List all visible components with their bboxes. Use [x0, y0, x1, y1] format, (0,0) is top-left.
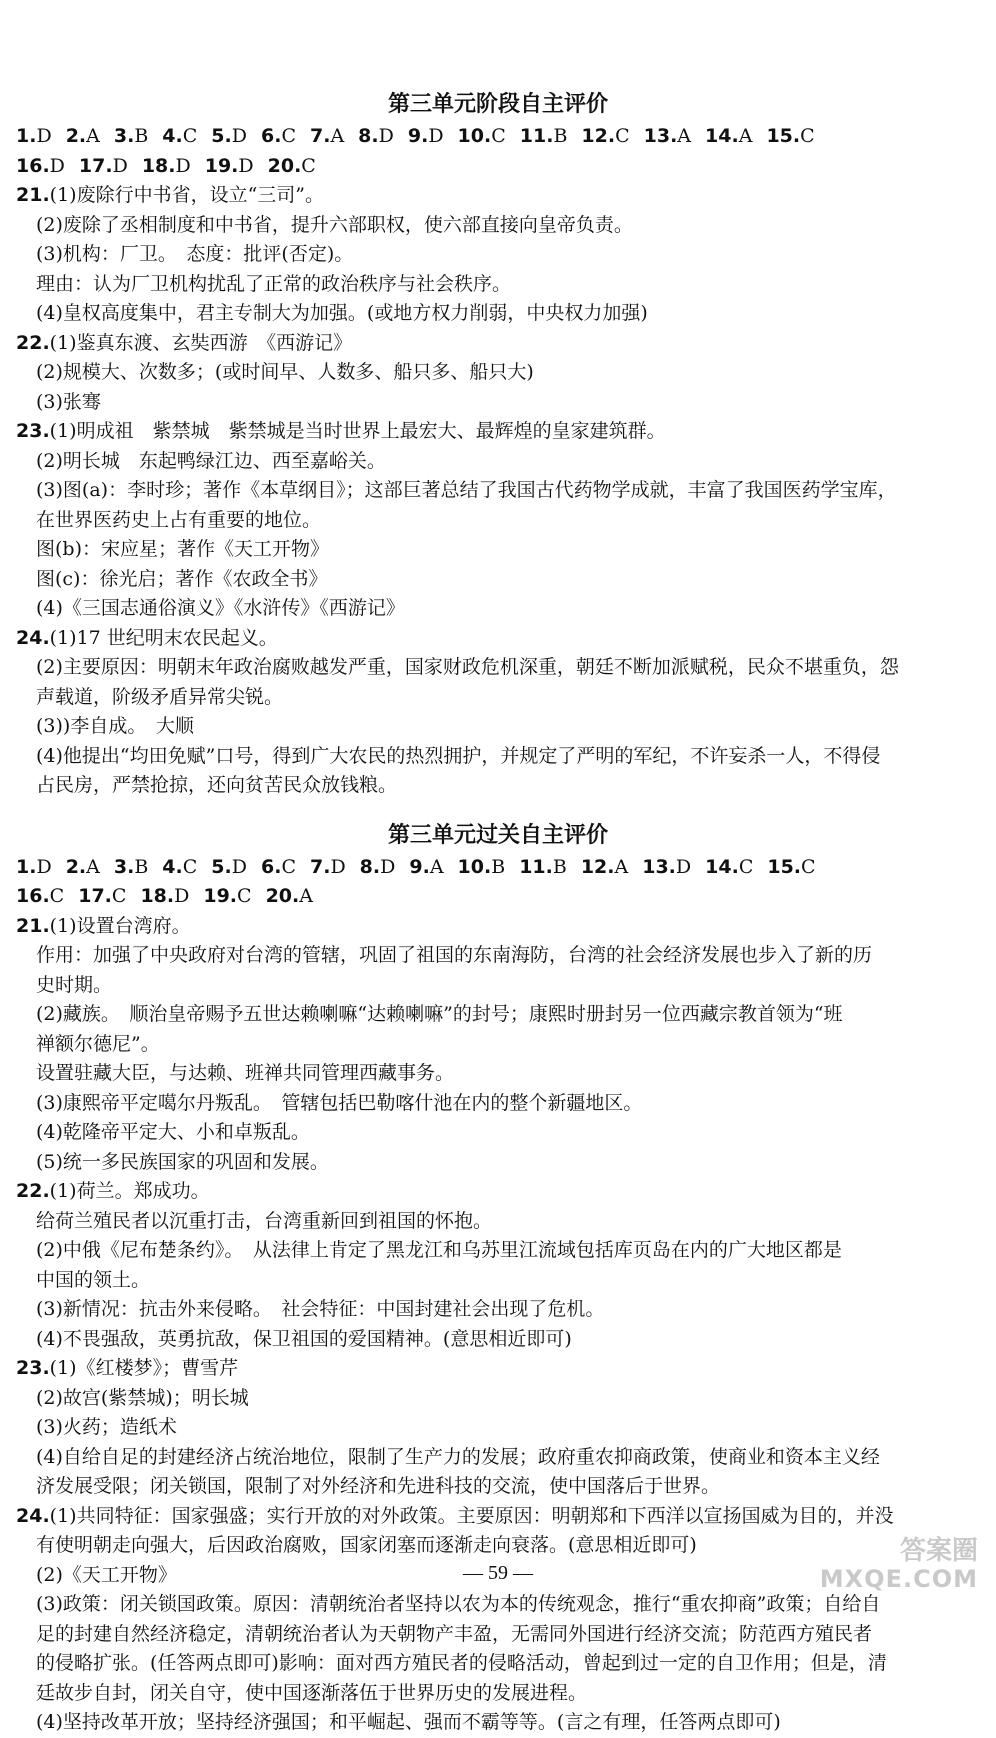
- question-number: 6.: [260, 125, 282, 147]
- answer-letter: D: [36, 125, 52, 147]
- mc-answer: [140, 882, 189, 912]
- mc-answer: [520, 122, 568, 152]
- answer-letter: C: [491, 125, 506, 147]
- answer-line: [0, 417, 996, 447]
- mc-answers-row: [0, 122, 996, 152]
- mc-answer: [409, 853, 443, 883]
- answer-letter: A: [86, 855, 100, 878]
- answer-text: (1)《红楼梦》；曹雪芹: [49, 1357, 239, 1379]
- answer-letter: D: [330, 855, 346, 878]
- answer-line: [0, 624, 996, 654]
- answer-line: [0, 329, 996, 359]
- answer-letter: D: [380, 855, 396, 878]
- answer-text: (2)中俄《尼布楚条约》。 从法律上肯定了黑龙江和乌苏里江流域包括库页岛在内的广大地区都是: [36, 1239, 842, 1261]
- answer-text: 作用：加强了中央政府对台湾的管辖，巩固了祖国的东南海防，台湾的社会经济发展也步入了新的历: [36, 944, 873, 966]
- answer-line: [0, 1118, 996, 1148]
- answer-line: [0, 565, 996, 595]
- answer-text: (3)新情况：抗击外来侵略。 社会特征：中国封建社会出现了危机。: [36, 1298, 605, 1320]
- answer-text: 图(b)：宋应星；著作《天工开物》: [36, 538, 329, 560]
- answer-letter: D: [174, 885, 190, 907]
- answer-letter: C: [182, 855, 198, 878]
- answer-line: [0, 1679, 996, 1709]
- answer-letter: A: [86, 125, 100, 147]
- answer-line: [0, 1354, 996, 1384]
- answer-text: 给荷兰殖民者以沉重打击，台湾重新回到祖国的怀抱。: [36, 1209, 493, 1232]
- answer-text: 廷故步自封，闭关自守，使中国逐渐落伍于世界历史的发展进程。: [36, 1681, 588, 1704]
- answer-text: 禅额尔德尼”。: [36, 1032, 160, 1055]
- answer-line: [0, 1325, 996, 1355]
- answer-letter: D: [428, 125, 444, 147]
- question-number: 13.: [642, 855, 676, 878]
- page-number: — 59 —: [463, 1562, 533, 1584]
- answer-text: (3))李自成。 大顺: [36, 715, 194, 737]
- mc-answer: [78, 882, 126, 912]
- question-number: 21.: [16, 184, 50, 206]
- answer-letter: A: [299, 885, 313, 907]
- answer-text: (2)《天工开物》: [36, 1563, 177, 1586]
- mc-answer: [705, 122, 752, 152]
- answer-letter: C: [237, 885, 252, 907]
- answer-line: [0, 1472, 996, 1502]
- answer-text: 图(c)：徐光启；著作《农政全书》: [36, 567, 328, 590]
- mc-answer: [16, 152, 65, 182]
- question-number: 19.: [203, 885, 238, 907]
- answer-text: (2)明长城 东起鸭绿江边、西至嘉峪关。: [36, 449, 386, 472]
- question-number: 2.: [65, 125, 87, 147]
- question-number: 18.: [140, 885, 175, 907]
- answer-text: 史时期。: [36, 973, 113, 996]
- question-number: 9.: [409, 855, 430, 878]
- question-number: 10.: [457, 855, 492, 878]
- mc-answer: [519, 853, 567, 883]
- answer-text: (1)共同特征：国家强盛；实行开放的对外政策。主要原因：明朝郑和下西洋以宣扬国威为目的，并没: [49, 1504, 894, 1527]
- question-number: 10.: [457, 125, 492, 147]
- answer-text: (2)藏族。 顺治皇帝赐予五世达赖喇嘛“达赖喇嘛”的封号；康熙时册封另一位西藏宗教首领为“班: [36, 1003, 843, 1025]
- answer-line: [0, 1502, 996, 1532]
- question-number: 21.: [16, 914, 50, 937]
- answer-letter: D: [378, 125, 394, 147]
- answer-letter: D: [112, 154, 128, 177]
- answer-letter: A: [614, 855, 629, 878]
- question-number: 22.: [16, 331, 50, 354]
- answer-text: (3)图(a)：李时珍；著作《本草纲目》；这部巨著总结了我国古代药物学成就，丰富了我国医药学宝库，: [36, 479, 897, 501]
- answer-line: [0, 476, 996, 506]
- question-number: 24.: [16, 626, 50, 649]
- answer-text: 设置驻藏大臣，与达赖、班禅共同管理西藏事务。: [36, 1062, 455, 1084]
- answer-line: [0, 1384, 996, 1414]
- mc-answer: [16, 853, 52, 883]
- answer-text: (5)统一多民族国家的巩固和发展。: [36, 1150, 329, 1173]
- question-number: 8.: [359, 855, 381, 878]
- mc-answer: [211, 853, 247, 883]
- answer-line: [0, 1590, 996, 1620]
- answer-letter: D: [231, 855, 247, 878]
- mc-answer: [408, 122, 444, 152]
- mc-answer: [142, 152, 191, 182]
- answer-line: [0, 358, 996, 388]
- question-number: 5.: [211, 125, 232, 147]
- question-number: 14.: [705, 125, 739, 147]
- answer-line: [0, 388, 996, 418]
- answer-line: [0, 683, 996, 713]
- answer-text: 的侵略扩张。(任答两点即可)影响：面对西方殖民者的侵略活动，曾起到过一定的自卫作用；但是，清: [36, 1652, 887, 1674]
- question-number: 2.: [65, 855, 87, 878]
- answer-text: (4)《三国志通俗演义》《水浒传》《西游记》: [36, 597, 405, 619]
- mc-answer: [79, 152, 128, 182]
- question-number: 12.: [581, 125, 616, 147]
- answer-line: [0, 1708, 996, 1738]
- answer-letter: B: [553, 125, 568, 147]
- mc-answer: [581, 853, 628, 883]
- question-number: 6.: [260, 855, 282, 878]
- question-number: 4.: [162, 855, 183, 878]
- question-number: 7.: [309, 855, 331, 878]
- answer-line: [0, 1089, 996, 1119]
- answer-text: (4)不畏强敌，英勇抗敌，保卫祖国的爱国精神。(意思相近即可): [36, 1327, 572, 1350]
- answer-line: [0, 1059, 996, 1089]
- answer-line: [0, 535, 996, 565]
- answer-line: [0, 971, 996, 1001]
- answer-letter: A: [738, 125, 753, 147]
- mc-answer: [458, 122, 506, 152]
- mc-answer: [16, 882, 64, 912]
- answer-text: (1)17 世纪明末农民起义。: [49, 626, 278, 649]
- answer-lines: [0, 181, 996, 801]
- question-number: 3.: [113, 125, 135, 147]
- answer-text: (2)规模大、次数多；(或时间早、人数多、船只多、船只大): [36, 361, 534, 383]
- mc-answer: [310, 853, 346, 883]
- question-number: 11.: [519, 855, 553, 878]
- mc-answer: [66, 122, 100, 152]
- answer-text: (4)他提出“均田免赋”口号，得到广大农民的热烈拥护，并规定了严明的军纪，不许妄杀一人，不得侵: [36, 744, 881, 767]
- answer-text: (4)皇权高度集中，君主专制大为加强。(或地方权力削弱，中央权力加强): [36, 302, 648, 324]
- answer-text: (1)废除行中书省，设立“三司”。: [49, 184, 325, 206]
- question-number: 24.: [16, 1504, 50, 1527]
- answer-lines: [0, 912, 996, 1738]
- answer-text: (1)设置台湾府。: [49, 914, 191, 937]
- answer-line: [0, 771, 996, 801]
- mc-answer: [203, 882, 251, 912]
- mc-answer: [162, 122, 197, 152]
- question-number: 20.: [267, 154, 302, 177]
- answer-line: [0, 1000, 996, 1030]
- mc-answer: [642, 853, 691, 883]
- mc-answer: [16, 122, 52, 152]
- answer-line: [0, 506, 996, 536]
- question-number: 1.: [16, 125, 37, 147]
- watermark-text: 答案圈: [899, 1536, 978, 1567]
- mc-answer: [261, 122, 296, 152]
- answer-letter: B: [552, 855, 567, 878]
- question-number: 16.: [16, 154, 50, 177]
- section-title: 第三单元过关自主评价: [387, 822, 608, 848]
- answer-text: (1)荷兰。郑成功。: [49, 1180, 210, 1202]
- question-number: 19.: [204, 154, 239, 177]
- answer-text: 声载道，阶级矛盾异常尖锐。: [36, 685, 284, 708]
- question-number: 5.: [211, 855, 232, 878]
- question-number: 8.: [358, 125, 379, 147]
- answer-line: [0, 712, 996, 742]
- question-number: 16.: [16, 885, 50, 907]
- answer-letter: C: [615, 125, 630, 147]
- answer-line: [0, 1030, 996, 1060]
- mc-answer: [162, 853, 197, 883]
- answer-line: [0, 1295, 996, 1325]
- question-number: 20.: [265, 885, 300, 907]
- watermark-url: MXQE.COM: [819, 1564, 978, 1593]
- answer-letter: A: [429, 855, 444, 878]
- answer-line: [0, 1207, 996, 1237]
- question-number: 13.: [643, 125, 678, 147]
- mc-answer: [66, 853, 100, 883]
- question-number: 14.: [705, 855, 739, 878]
- answer-text: (3)政策：闭关锁国政策。原因：清朝统治者坚持以农为本的传统观念，推行“重农抑商”政策；自给自: [36, 1593, 881, 1615]
- answer-letter: B: [134, 125, 149, 147]
- answer-letter: D: [231, 125, 247, 147]
- answer-line: [0, 742, 996, 772]
- answer-line: [0, 1266, 996, 1296]
- mc-answer: [261, 853, 296, 883]
- answer-letter: D: [36, 855, 52, 878]
- answer-line: [0, 594, 996, 624]
- question-number: 18.: [141, 154, 176, 177]
- answer-text: 占民房，严禁抢掠，还向贫苦民众放钱粮。: [36, 774, 398, 796]
- answer-text: (4)乾隆帝平定大、小和卓叛乱。: [36, 1121, 310, 1143]
- answer-text: (3)康熙帝平定噶尔丹叛乱。 管辖包括巴勒喀什池在内的整个新疆地区。: [36, 1091, 643, 1114]
- mc-answer: [114, 122, 148, 152]
- answer-line: [0, 912, 996, 942]
- answer-letter: D: [49, 154, 65, 177]
- answer-line: [0, 270, 996, 300]
- answer-text: (1)鉴真东渡、玄奘西游 《西游记》: [49, 331, 353, 354]
- answer-text: 中国的领土。: [36, 1268, 151, 1291]
- answer-line: [0, 1620, 996, 1650]
- answer-line: [0, 1236, 996, 1266]
- mc-answer: [581, 122, 629, 152]
- answer-line: [0, 211, 996, 241]
- question-number: 23.: [16, 1357, 50, 1379]
- answer-letter: C: [800, 125, 815, 147]
- answer-line: [0, 1413, 996, 1443]
- answer-letter: C: [111, 885, 127, 907]
- answer-letter: C: [301, 154, 316, 177]
- answer-letter: A: [330, 125, 345, 147]
- mc-answer: [266, 882, 313, 912]
- answer-line: [0, 1177, 996, 1207]
- answer-letter: C: [738, 855, 754, 878]
- mc-answer: [310, 122, 344, 152]
- answer-letter: B: [491, 855, 506, 878]
- answer-line: [0, 1443, 996, 1473]
- mc-answer: [205, 152, 254, 182]
- question-number: 7.: [309, 125, 331, 147]
- watermark-logo: [820, 1537, 978, 1592]
- answer-text: 有使明朝走向强大，后因政治腐败，国家闭塞而逐渐走向衰落。(意思相近即可): [36, 1534, 697, 1556]
- question-number: 4.: [162, 125, 183, 147]
- answer-text: (2)故宫(紫禁城)；明长城: [36, 1386, 249, 1409]
- question-number: 23.: [16, 420, 50, 442]
- mc-answer: [211, 122, 247, 152]
- answer-text: (4)坚持改革开放；坚持经济强国；和平崛起、强而不霸等等。(言之有理，任答两点即可): [36, 1711, 781, 1733]
- mc-answer: [644, 122, 691, 152]
- mc-answers-row: [0, 152, 996, 182]
- answer-line: [0, 181, 996, 211]
- answer-text: (2)废除了丞相制度和中书省，提升六部职权，使六部直接向皇帝负责。: [36, 213, 633, 236]
- question-number: 9.: [407, 125, 429, 147]
- answer-text: (1)明成祖 紫禁城 紫禁城是当时世界上最宏大、最辉煌的皇家建筑群。: [49, 420, 666, 442]
- answer-letter: B: [134, 855, 149, 878]
- answer-line: [0, 240, 996, 270]
- answer-letter: D: [238, 154, 254, 177]
- question-number: 17.: [78, 154, 113, 177]
- answer-letter: C: [801, 855, 816, 878]
- answer-text: (2)主要原因：明朝末年政治腐败越发严重，国家财政危机深重，朝廷不断加派赋税，民众不堪重负，怨: [36, 656, 899, 678]
- mc-answer: [766, 122, 814, 152]
- answer-text: 在世界医药史上占有重要的地位。: [36, 508, 322, 531]
- answer-letter: C: [49, 885, 65, 907]
- section-stage-evaluation: [0, 88, 996, 801]
- answer-letter: C: [281, 125, 296, 147]
- mc-answer: [458, 853, 506, 883]
- section-title: 第三单元阶段自主评价: [387, 92, 608, 117]
- answer-letter: D: [675, 855, 692, 878]
- mc-answer: [360, 853, 396, 883]
- answer-line: [0, 447, 996, 477]
- answer-line: [0, 1649, 996, 1679]
- mc-answer: [705, 853, 753, 883]
- answer-line: [0, 299, 996, 329]
- answer-text: 足的封建自然经济稳定，清朝统治者认为天朝物产丰盈，无需同外国进行经济交流；防范西方殖民者: [36, 1622, 873, 1645]
- answer-letter: C: [182, 125, 198, 147]
- answer-letter: C: [281, 855, 296, 878]
- question-number: 15.: [767, 855, 802, 878]
- answer-text: (3)张骞: [36, 390, 101, 413]
- answer-text: (4)自给自足的封建经济占统治地位，限制了生产力的发展；政府重农抑商政策，使商业和资本主义经: [36, 1445, 880, 1468]
- answer-text: (3)火药；造纸术: [36, 1416, 177, 1438]
- answer-text: (3)机构：厂卫。 态度：批评(否定)。: [36, 243, 354, 265]
- mc-answer: [358, 122, 394, 152]
- mc-answer: [767, 853, 815, 883]
- mc-answers-row: [0, 853, 996, 883]
- answer-line: [0, 653, 996, 683]
- answer-text: 理由：认为厂卫机构扰乱了正常的政治秩序与社会秩序。: [36, 272, 512, 295]
- mc-answers-row: [0, 882, 996, 912]
- answer-letter: D: [175, 154, 191, 177]
- answer-line: [0, 941, 996, 971]
- question-number: 22.: [16, 1180, 50, 1202]
- answer-line: [0, 1148, 996, 1178]
- answer-letter: A: [677, 125, 692, 147]
- question-number: 11.: [519, 125, 554, 147]
- question-number: 15.: [766, 125, 801, 147]
- mc-answer: [268, 152, 316, 182]
- question-number: 1.: [16, 855, 37, 878]
- question-number: 3.: [113, 855, 135, 878]
- question-number: 12.: [580, 855, 615, 878]
- answer-text: 济发展受限；闭关锁国，限制了对外经济和先进科技的交流，使中国落后于世界。: [36, 1475, 721, 1497]
- question-number: 17.: [78, 885, 112, 907]
- mc-answer: [114, 853, 148, 883]
